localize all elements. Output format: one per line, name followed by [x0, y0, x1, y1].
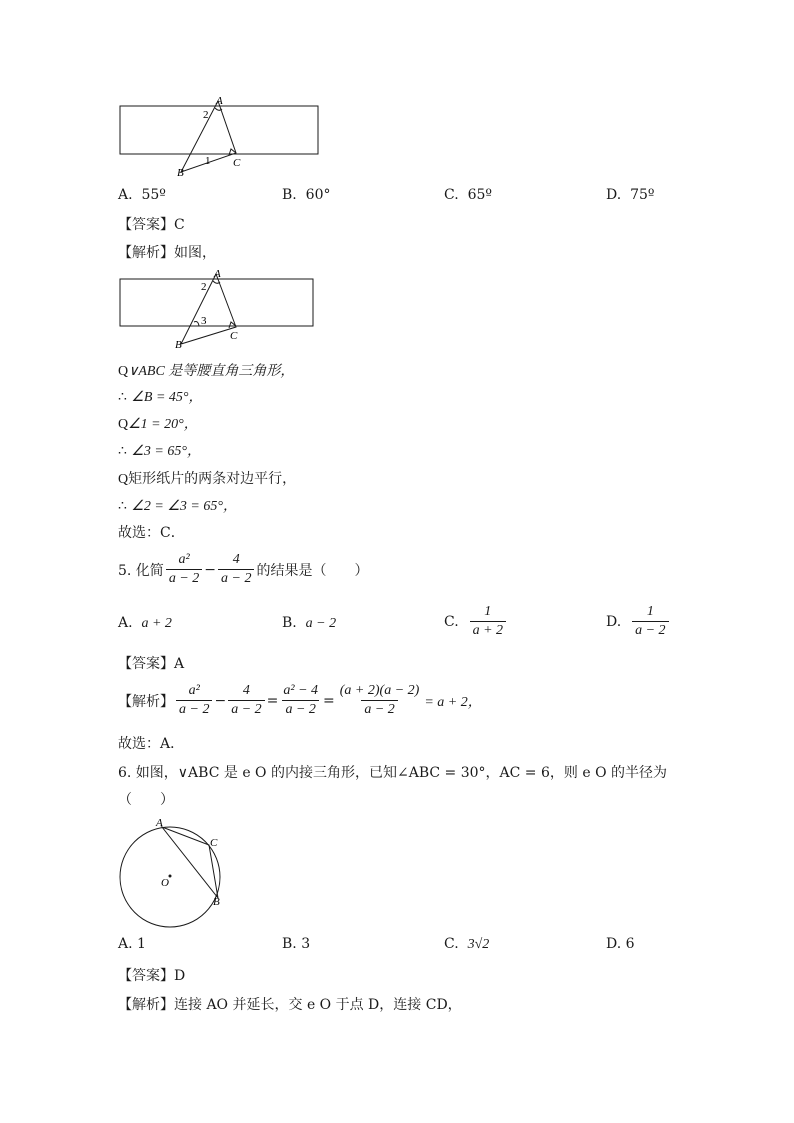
q4-option-d: D. 75º: [606, 187, 655, 203]
q4-conclusion: 故选：C．: [118, 525, 185, 541]
q6-analysis: 【解析】连接 AO 并延长，交 e O 于点 D，连接 CD，: [118, 997, 462, 1013]
q4-option-b: B. 60°: [282, 187, 331, 203]
fig3-label-C: C: [210, 837, 218, 849]
q6-stem-line1: 6. 如图，∨ABC 是 e O 的内接三角形，已知∠ABC = 30°，AC = 6，则 e O 的半径为: [118, 765, 668, 781]
figure-rectangle-triangle-1: [115, 92, 325, 182]
q4-step-1: Q∨ABC 是等腰直角三角形，: [118, 364, 295, 379]
fig3-label-B: B: [213, 896, 220, 908]
q4-step-5: Q矩形纸片的两条对边平行，: [118, 471, 297, 487]
q6-option-c: C. 3√2: [444, 936, 490, 952]
q6-stem-line2: （ ）: [118, 792, 174, 808]
q4-step-3: Q∠1 = 20°，: [118, 417, 198, 432]
q5-option-a: A. a + 2: [118, 615, 172, 631]
fig3-label-A: A: [156, 817, 163, 829]
fig2-label-3: 3: [201, 315, 207, 327]
fig1-label-2: 2: [203, 109, 209, 121]
fig1-label-C: C: [233, 157, 241, 169]
q5-option-b: B. a − 2: [282, 615, 337, 631]
q5-solution: 【解析】 $\frac{\text{a²}}{a - 2}$ − $\frac{4}{a - 2}$ = $\frac{\text{a² − 4}}{a - 2}$ = $\frac{(a + 2)(a - 2)}{a - 2}$ = a + 2，: [118, 683, 482, 717]
q6-answer: 【答案】D: [118, 968, 186, 984]
q6-option-b: B. 3: [282, 936, 311, 952]
q5-answer: 【答案】A: [118, 656, 185, 672]
fig1-label-A: A: [216, 95, 223, 107]
q6-option-a: A. 1: [118, 936, 146, 952]
q4-step-6: ∴ ∠2 = ∠3 = 65°，: [118, 498, 237, 514]
fig2-label-2: 2: [201, 281, 207, 293]
figure-rectangle-triangle-2: [115, 268, 325, 352]
q4-option-c: C. 65º: [444, 187, 492, 203]
figure-circle-inscribed-triangle: [110, 812, 235, 937]
fig3-label-O: O: [161, 877, 169, 889]
q5-option-d: D. $\frac{1}{a - 2}$: [606, 603, 671, 640]
q4-option-a: A. 55º: [118, 187, 166, 203]
fig2-label-C: C: [230, 330, 238, 342]
fig1-label-B: B: [177, 167, 184, 179]
q5-conclusion: 故选：A．: [118, 736, 185, 752]
q4-step-4: ∴ ∠3 = 65°，: [118, 443, 201, 459]
q5-option-c: C. $\frac{1}{a + 2}$: [444, 603, 508, 640]
q4-step-2: ∴ ∠B = 45°，: [118, 389, 203, 405]
q4-analysis-label: 【解析】如图，: [118, 245, 216, 261]
fig2-label-B: B: [175, 339, 182, 351]
q6-option-d: D. 6: [606, 936, 635, 952]
q4-answer: 【答案】C: [118, 217, 185, 233]
fig1-label-1: 1: [205, 155, 211, 167]
fig2-label-A: A: [214, 268, 221, 280]
q5-stem: 5. 化简 $\frac{\text{a²}}{a - 2}$ − $\frac{4}{a - 2}$ 的结果是（ ）: [118, 552, 369, 586]
